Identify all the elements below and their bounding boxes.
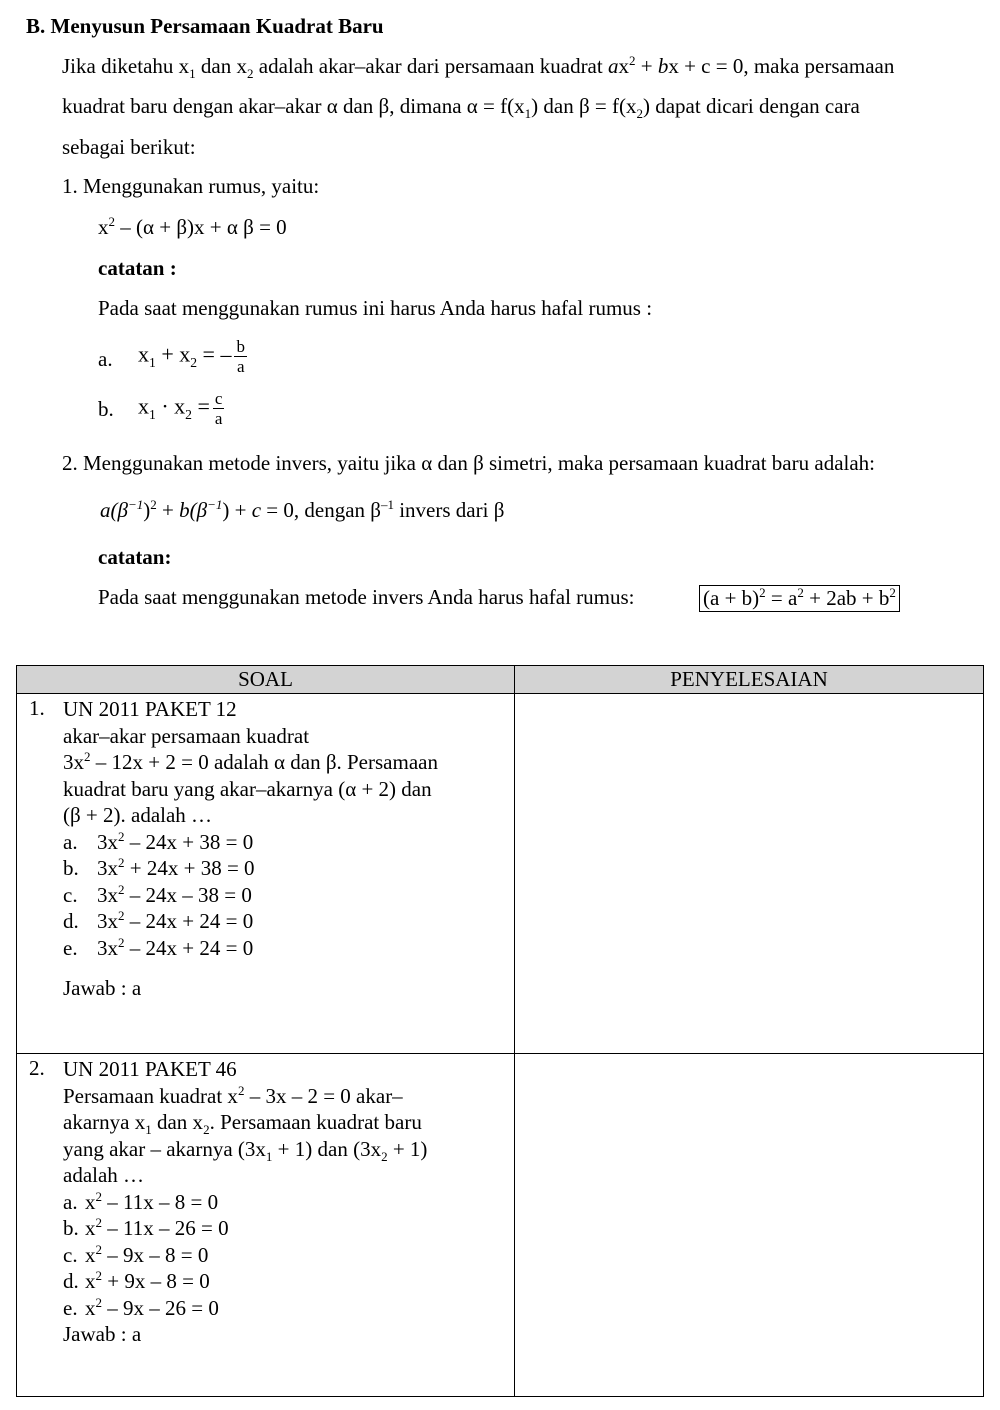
question-1-option-b: b. $3x^2 + 24x + 38 = 0$ [63,855,255,880]
section-heading: B. Menyusun Persamaan Kuadrat Baru [26,14,384,38]
question-1-option-d: d. $3x^2 - 24x + 24 = 0$ [63,908,254,933]
column-header-soal: SOAL [17,666,515,694]
fraction-c-over-a: $\frac{c}{a}$ [214,389,223,428]
question-1-cell [17,694,515,1054]
question-2-solution-cell[interactable] [515,1054,984,1397]
table-header-row [17,666,984,694]
method2-formula: $a(\beta^{-1})^2 + b(\beta^{-1}) + c = 0$, dengan $\beta^{-1}$ invers dari β [100,497,505,522]
question-2-body [63,1056,504,1348]
question-1-solution-cell[interactable] [515,694,984,1054]
question-2-number: 2. [29,1056,45,1080]
table-row [17,694,984,1054]
question-2-title: UN 2011 PAKET 46 [63,1057,237,1081]
method1-item-a-label: a. [98,347,113,371]
method1-note-label: catatan : [98,256,177,280]
method1-formula: $x^2 - (\alpha + \beta)x + \alpha$ β = 0 [98,214,287,239]
intro-line-1: Jika diketahu $x_1$ dan $x_2$ adalah akar–akar dari persamaan kuadrat $ax^2$ + bx + c = 0, maka persamaan [62,53,895,82]
method2-label: 2. Menggunakan metode invers, yaitu jika α dan β simetri, maka persamaan kuadrat baru adalah: [62,451,876,475]
question-2-line: Persamaan kuadrat $x^2 - 3x - 2 = 0$ akar– [63,1082,403,1108]
question-2-cell [17,1054,515,1397]
question-1-option-e: e. $3x^2 - 24x + 24 = 0$ [63,934,254,960]
question-1-body [63,696,504,1002]
question-1-line: $3x^2 - 12x + 2 = 0$ adalah α dan β. Persamaan [63,749,438,774]
method1-note-text: Pada saat menggunakan rumus ini harus Anda harus hafal rumus : [98,296,653,320]
method2-note-text: Pada saat menggunakan metode invers Anda harus hafal rumus: [98,585,635,609]
column-header-penyelesaian: PENYELESAIAN [515,666,984,694]
fraction-b-over-a: $\frac{b}{a}$ [236,337,245,376]
intro-line-2: kuadrat baru dengan akar–akar α dan β, dimana $\alpha = f(x_1)$ dan $\beta = f(x_2)$ dapat dicari dengan cara [62,94,860,122]
questions-table [16,665,984,1397]
question-2-option-b: b. $x^2 - 11x - 26 = 0$ [63,1215,229,1240]
question-2-option-e: e. $x^2 - 9x - 26 = 0$ [63,1294,219,1320]
intro-line-3: sebagai berikut: [62,135,196,159]
question-2-option-a: a. $x^2 - 11x - 8 = 0$ [63,1188,219,1214]
question-1-number: 1. [29,696,45,720]
question-1-line: akar–akar persamaan kuadrat [63,723,310,748]
question-2-answer: Jawab : a [63,1322,142,1346]
method2-note-label: catatan: [98,545,172,569]
method1-item-b-formula: $x_1 \cdot x_2$ = $\frac{c}{a}$ [138,389,223,428]
question-2-line: akarnya $x_1$ dan $x_2$. Persamaan kuadrat baru [63,1110,422,1138]
method1-item-b-label: b. [98,397,114,421]
question-2-line: yang akar – akarnya $(3x_1 + 1)$ dan $(3x_2 + 1)$ [63,1136,428,1164]
question-1-answer: Jawab : a [63,976,142,1000]
question-1-title: UN 2011 PAKET 12 [63,697,237,721]
question-2-line: adalah … [63,1163,145,1187]
method1-label: 1. Menggunakan rumus, yaitu: [62,174,320,198]
question-2-option-c: c. $x^2 - 9x - 8 = 0$ [63,1241,209,1267]
table-row [17,1054,984,1397]
question-2-option-d: d. $x^2 + 9x - 8 = 0$ [63,1268,210,1293]
question-1-line: (β + 2). adalah … [63,803,213,827]
question-1-option-a: a. $3x^2 - 24x + 38 = 0$ [63,828,254,854]
question-1-option-c: c. $3x^2 - 24x - 38 = 0$ [63,881,252,907]
method2-boxed-formula: $(a + b)^2 = a^2 + 2ab + b^2$ [699,585,900,612]
question-1-line: kuadrat baru yang akar–akarnya (α + 2) dan [63,776,432,801]
method1-item-a-formula: $x_1 + x_2$ = – $\frac{b}{a}$ [138,337,245,376]
